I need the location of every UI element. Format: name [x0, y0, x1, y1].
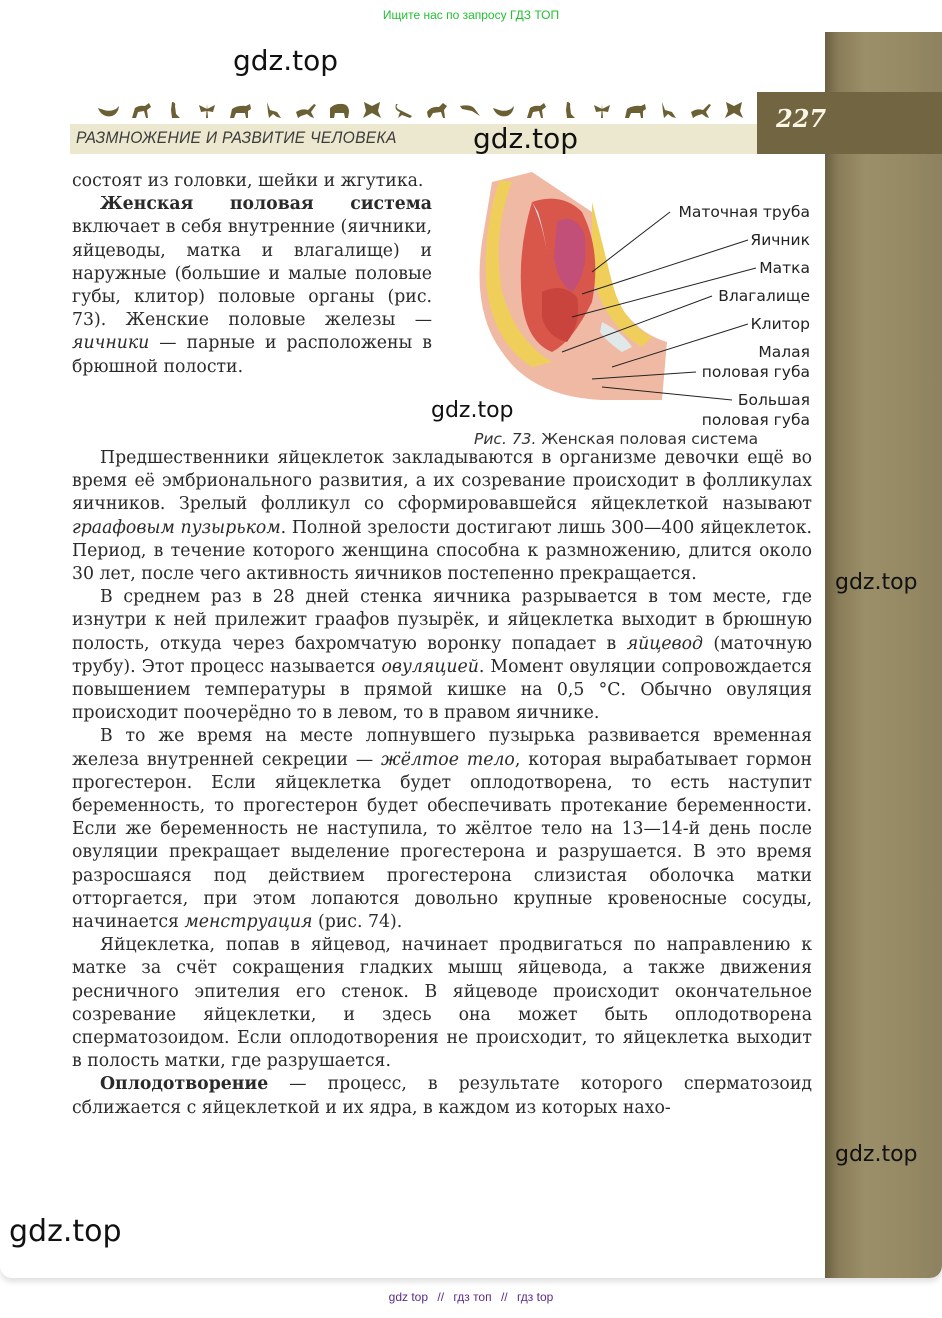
watermark: gdz.top — [233, 44, 339, 77]
paragraph-text: Предшественники яйцеклеток закладываются в организме девочки ещё во время её эмбрионального развития, а их созревание происходит в фолликулах яичников. Зрелый фолликул со сформировавшейся яйцеклеткой называют — [72, 448, 812, 515]
lizard-icon — [261, 100, 285, 120]
paragraph-text: В среднем раз в 28 дней стенка яичника разрывается в том месте, где изнутри к ней прилежит граафов пузырёк, и яйцеклетка выходит в брюшную полость, откуда через бахромчатую воронку попадает в — [72, 587, 812, 654]
paragraph — [72, 170, 432, 193]
label-labia-minora-2: половая губа — [701, 363, 810, 381]
paragraph-text: (маточную трубу). Этот процесс называется — [72, 633, 812, 677]
paragraph — [72, 586, 812, 725]
label-vagina: Влагалище — [718, 287, 810, 305]
label-ovary: Яичник — [750, 231, 810, 249]
label-labia-minora-1: Малая — [758, 343, 810, 361]
paragraph-text: В то же время на месте лопнувшего пузырька развивается временная железа внутренней секреции — — [72, 726, 812, 770]
footer-separator: // — [437, 1290, 445, 1304]
paragraph — [72, 1073, 812, 1119]
paragraph-text: включает в себя внутренние (яичники, яйцеводы, матка и влагалище) и наружные (большие и малые половые губы, клитор) половые органы (рис. 73). Женские половые железы — — [72, 217, 432, 331]
paragraph-text: Яйцеклетка, попав в яйцевод, начинает продвигаться по направлению к матке за счёт сокращения гладких мышц яйцевода, а также движения ресничного эпителия его стенок. В яйцеводе происходит окончательное созревание яйцеклетки, и здесь она может быть оплодотворена сперматозоидом. Если оплодотворения не происходит, то яйцеклетка выходит в полость матки, где разрушается. — [72, 935, 812, 1072]
label-clitoris: Клитор — [750, 315, 810, 333]
watermark: gdz.top — [835, 1142, 918, 1167]
page-number: 227 — [776, 104, 827, 133]
paragraph-text: , которая вырабатывает гормон прогестерон. Если яйцеклетка будет оплодотворена, то есть наступит беременность, то прогестерон будет обеспечивать протекание беременности. Если же беременность не наступила, то жёлтое тело на 13—14-й день после овуляции прекращает выделение прогестерона и разрушается. В это время разросшаяся под действием прогестерона слизистая оболочка матки отторгается, при этом лопаются довольно крупные кровеносные сосуды, начинается — [72, 749, 812, 933]
paragraph — [72, 934, 812, 1073]
paragraph-text: — парные и расположены в брюшной полости. — [72, 333, 432, 377]
horse-icon — [425, 100, 449, 120]
caption-text: Женская половая система — [541, 430, 759, 448]
antelope-icon — [689, 100, 713, 120]
watermark: gdz.top — [9, 1214, 122, 1249]
term-italic: овуляцией — [381, 656, 479, 677]
footer-links — [0, 1290, 942, 1304]
bison-icon — [327, 100, 351, 120]
insect-icon — [590, 100, 614, 120]
term-bold: Оплодотворение — [100, 1074, 269, 1095]
figure-caption — [474, 430, 758, 448]
swallow-icon — [458, 100, 482, 120]
term-italic: граафовым пузырьком — [72, 517, 281, 538]
paragraph — [72, 193, 432, 379]
textbook-page — [0, 32, 942, 1278]
paragraph — [72, 725, 812, 934]
footer-separator: // — [500, 1290, 508, 1304]
whale-icon — [96, 100, 120, 120]
lizard-icon — [656, 100, 680, 120]
animal-silhouette-strip — [96, 94, 746, 120]
bird-icon — [162, 100, 186, 120]
scorpion-icon — [392, 100, 416, 120]
hyena-icon — [129, 100, 153, 120]
paragraph-text: (рис. 74). — [312, 912, 403, 933]
term-italic: менструация — [184, 912, 313, 933]
term-bold: Женская половая система — [100, 194, 432, 215]
buffalo-icon — [228, 100, 252, 120]
paragraph-text: состоят из головки, шейки и жгутика. — [72, 171, 424, 191]
paragraph-text: . Момент овуляции сопровождается повышением температуры в прямой кишке на 0,5 °С. Обычно овуляция происходит поочерёдно то в левом, то в правом яичнике. — [72, 656, 813, 724]
label-labia-majora-2: половая губа — [701, 411, 810, 429]
term-italic: жёлтое тело — [381, 749, 515, 770]
footer-link[interactable]: gdz top — [388, 1290, 429, 1304]
hyena-icon — [524, 100, 548, 120]
term-italic: яичники — [72, 333, 150, 354]
body-text-narrow — [72, 170, 432, 379]
page-edge-bar — [825, 32, 942, 1278]
label-fallopian-tube: Маточная труба — [678, 203, 810, 221]
chapter-title: РАЗМНОЖЕНИЕ И РАЗВИТИЕ ЧЕЛОВЕКА — [76, 128, 397, 147]
watermark: gdz.top — [431, 398, 514, 423]
body-text-wide — [72, 447, 812, 1120]
antelope-icon — [294, 100, 318, 120]
paragraph-text: . Полной зрелости достигают лишь 300—400 яйцеклеток. Период, в течение которого женщина способна к размножению, длится около 30 лет, после чего активность яичников постепенно прекращается. — [72, 517, 812, 585]
buffalo-icon — [623, 100, 647, 120]
bird-icon — [557, 100, 581, 120]
label-labia-majora-1: Большая — [737, 391, 810, 409]
caption-number: Рис. 73. — [474, 430, 537, 448]
label-uterus: Матка — [759, 259, 810, 277]
butterfly-icon — [360, 100, 384, 120]
footer-link[interactable]: гдз top — [516, 1290, 554, 1304]
footer-link[interactable]: гдз топ — [453, 1290, 492, 1304]
butterfly-icon — [722, 100, 746, 120]
paragraph-text: — процесс, в результате которого сперматозоид сближается с яйцеклеткой и их ядра, в каждом из которых нахо- — [72, 1074, 812, 1118]
whale-icon — [491, 100, 515, 120]
watermark: gdz.top — [473, 122, 579, 155]
top-banner: Ищите нас по запросу ГДЗ ТОП — [382, 8, 560, 22]
insect-icon — [195, 100, 219, 120]
watermark: gdz.top — [835, 570, 918, 595]
term-italic: яйцевод — [626, 633, 703, 654]
paragraph — [72, 447, 812, 586]
